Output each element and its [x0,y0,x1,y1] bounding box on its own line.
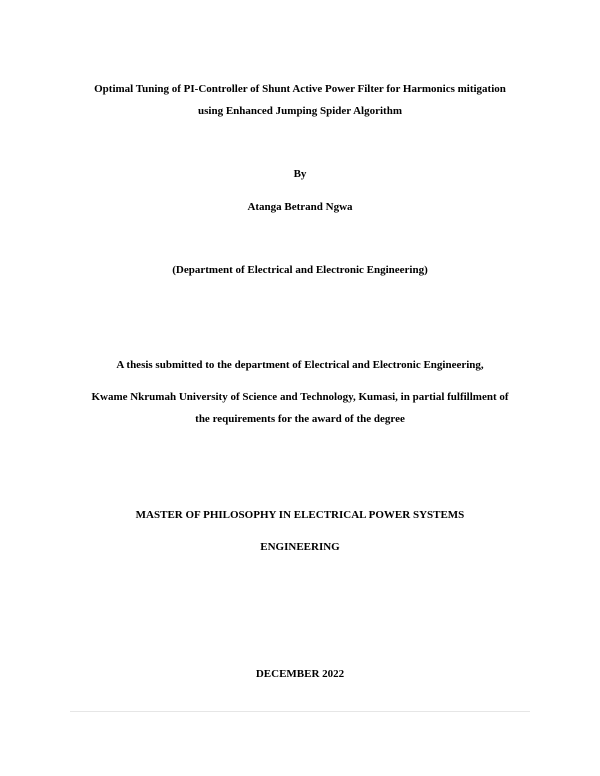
author-name: Atanga Betrand Ngwa [247,201,353,213]
degree-line-1: MASTER OF PHILOSOPHY IN ELECTRICAL POWER SYSTEMS [135,509,465,521]
submission-statement-line-1: A thesis submitted to the department of Electrical and Electronic Engineering, [116,359,484,371]
department-name: (Department of Electrical and Electronic Engineering) [172,264,428,276]
submission-statement-line-2: Kwame Nkrumah University of Science and Technology, Kumasi, in partial fulfillment of [91,391,509,403]
footer-divider [70,711,530,712]
submission-statement-line-3: the requirements for the award of the degree [195,413,405,425]
degree-line-2: ENGINEERING [260,541,340,553]
thesis-title-line-1: Optimal Tuning of PI-Controller of Shunt Active Power Filter for Harmonics mitigation [94,83,506,95]
submission-date: DECEMBER 2022 [255,668,345,680]
by-label: By [293,168,307,180]
thesis-title-line-2: using Enhanced Jumping Spider Algorithm [198,105,402,117]
